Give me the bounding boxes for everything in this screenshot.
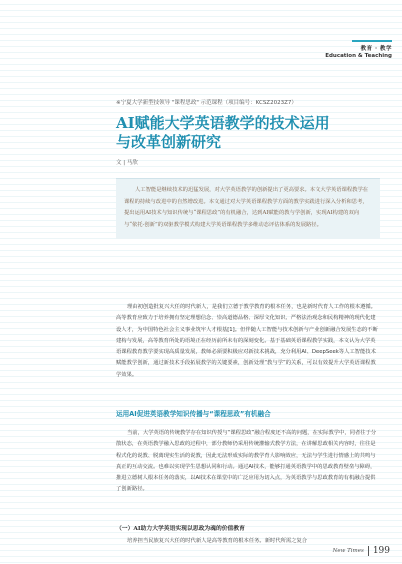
background-stripe-line (0, 406, 402, 407)
background-stripe-line (0, 256, 402, 257)
background-stripe-line (0, 4, 402, 5)
background-stripe-line (0, 244, 402, 245)
background-stripe-line (0, 106, 402, 107)
background-stripe-line (0, 40, 402, 41)
subsection-heading: （一）AI助力大学英语实现以思政为魂的价值教育 (116, 526, 245, 532)
page-footer (333, 546, 390, 556)
background-stripe-line (0, 70, 402, 71)
background-stripe-line (0, 82, 402, 83)
background-stripe-line (0, 262, 402, 263)
background-stripe-line (0, 508, 402, 509)
background-stripe-line (0, 382, 402, 383)
background-stripe-line (0, 250, 402, 251)
background-stripe-line (0, 166, 402, 167)
background-stripe-line (0, 10, 402, 11)
background-stripe-line (0, 94, 402, 95)
background-stripe-line (0, 562, 402, 563)
header-section-cn: 教育 · 教学 (360, 46, 392, 52)
fund-note: ※宁夏大学新型技领导 "课程思政" 示范课程（项目编号：KCSZ2023Z7） (116, 100, 297, 106)
article-title-line-2: 与改革创新研究 (116, 133, 222, 151)
background-stripe-line (0, 418, 402, 419)
background-stripe-line (0, 160, 402, 161)
background-stripe-line (0, 112, 402, 113)
background-stripe-line (0, 424, 402, 425)
background-stripe-line (0, 88, 402, 89)
article-title (116, 114, 330, 152)
section-heading: 运用AI促进英语教学知识传播与“课程思政”有机融合 (116, 410, 271, 418)
background-stripe-line (0, 298, 402, 299)
background-stripe-line (0, 22, 402, 23)
footer-divider (368, 546, 369, 556)
journal-name: New Times (332, 548, 364, 554)
column-header (325, 44, 392, 59)
page-number: 199 (372, 546, 390, 556)
body-paragraph-2: 当前，大学英语的传统教学存在知识传授与“课程思政”融合程度还不高的问题，在实际教学中，同者往于分散状态，在英语教学融入思政的过程中，部分教师仍采用传统灌输式教学方法，在讲解思政相关内容时，往往是程式化的说教、脱离现实生活的说教，因此无法形成实际的教学育人影响效应，无法与学生进行情感上的共鸣与真正的互动交流。也难以实现学生思想认同和行动。通过AI技术，能够打通英语教学中的思政教育壁垒与障碍，推进立德树人根本任务的落实，以AI技术在课堂中的广泛应用为切入点，为英语教学与思政教育的有机融合提供了创新路径。 (116, 430, 377, 493)
background-stripe-line (0, 76, 402, 77)
background-stripe-line (0, 532, 402, 533)
background-stripe-line (0, 280, 402, 281)
header-accent-bar (352, 40, 392, 42)
background-stripe-line (0, 394, 402, 395)
author-line: 文 | 马欣 (116, 160, 138, 166)
background-stripe-line (0, 496, 402, 497)
background-stripe-line (0, 292, 402, 293)
background-stripe-line (0, 502, 402, 503)
background-stripe-line (0, 400, 402, 401)
background-stripe-line (0, 556, 402, 557)
background-stripe-line (0, 268, 402, 269)
background-stripe-line (0, 16, 402, 17)
background-stripe-line (0, 520, 402, 521)
background-stripe-line (0, 514, 402, 515)
background-stripe-line (0, 64, 402, 65)
article-title-line-1: AI赋能大学英语教学的技术运用 (116, 114, 330, 132)
background-stripe-line (0, 154, 402, 155)
body-paragraph-1: 理由初创造批复兴大任的时代新人，是我们立德于教学教育的根本任务，也是新时代育人工作的根本遵循。高等教育应致力于培养拥有坚定理想信念、崇高道德品格、深厚文化知识、严格法治观念和民构精神的现代化建设人才，为中国特色社会主义事业筑牢人才根基[1]。但伴随人工智能与技术创新与产业创新融合发展生态的不断建构与发展，高等教育所处的语境正在经历前所未有的深刻变化。基于基础英语课程教学实践，本文认为大学英语课程教育教学要实现高质量发展，教师必须要积极应对新技术挑战，充分利用AI、DeepSeek等人工智能技术赋能教学创新，通过新技术手段拓展教学的关键要素，创新处理“教与学”的关系，可以有效提升大学英语课程教学效果。 (116, 304, 378, 378)
background-stripe-line (0, 286, 402, 287)
background-stripe-line (0, 28, 402, 29)
abstract-text: 人工智能是继续技术的迅猛发展，对大学英语教学的创新提出了更高要求。本文大学英语课程教学在课程的持续与改进中的自然增改进。本文通过对大学英语课程教学方面的教学实践进行深入分析和思考，提出运用AI技术与知识传统与“课程思政”的有机融合，达到AI赋能的教与学创新，实现AI构建的双向与“依托-创新”的双驱教学模式构建大学英语课程教学多维动态评估体系的发展路径。 (124, 187, 369, 228)
header-section-en: Education & Teaching (325, 53, 392, 59)
background-stripe-line (0, 274, 402, 275)
background-stripe-line (0, 172, 402, 173)
body-paragraph-3: 培养担当民族复兴大任的时代新人是高等教育的根本任务。新时代所需之复合 (127, 538, 308, 544)
abstract-box (116, 178, 380, 239)
background-stripe-line (0, 388, 402, 389)
background-stripe-line (0, 34, 402, 35)
